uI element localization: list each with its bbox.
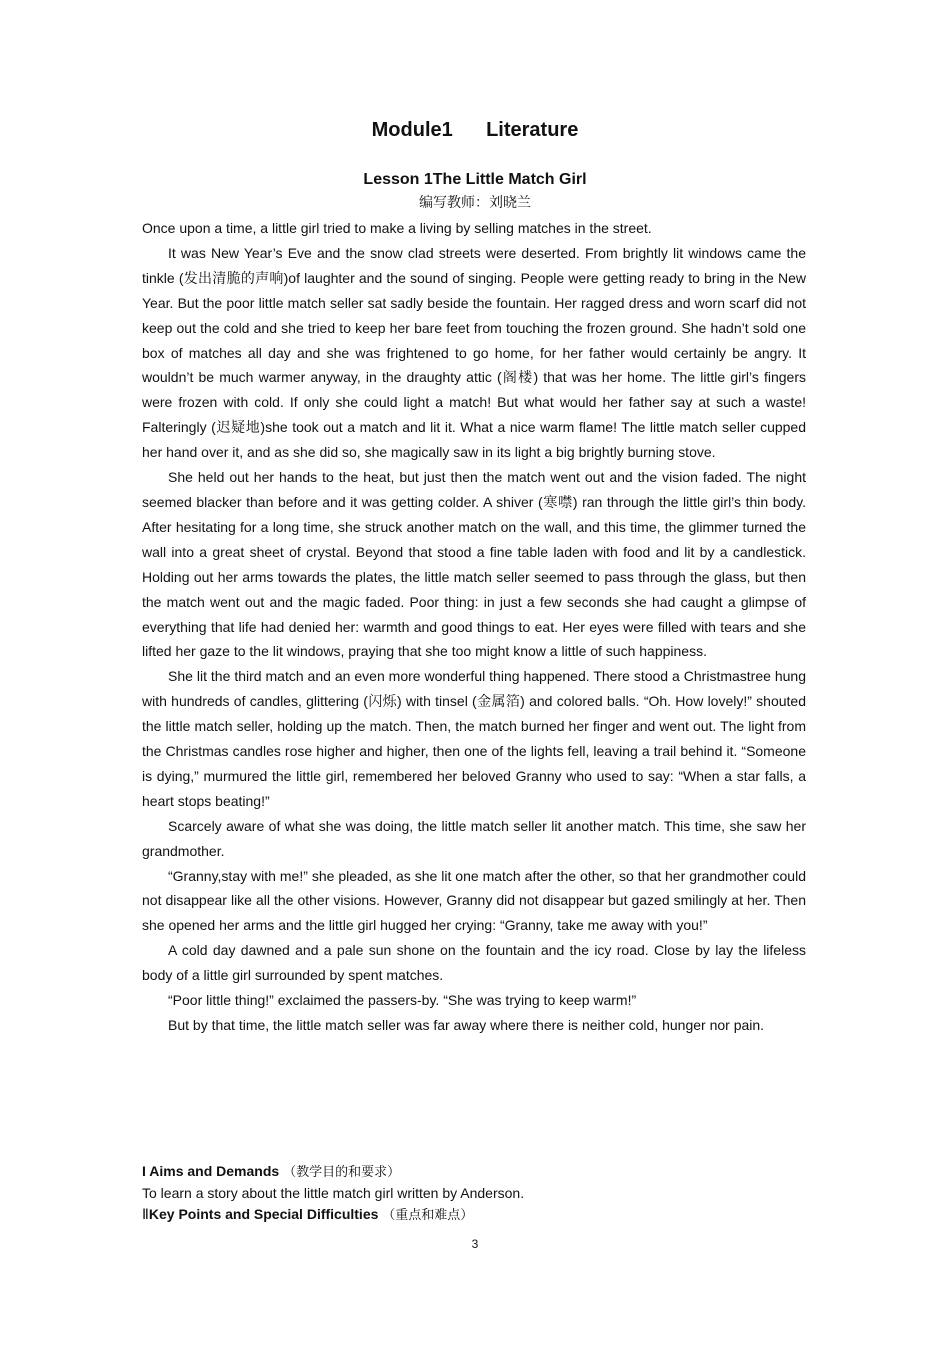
story-paragraph: Scarcely aware of what she was doing, the little match seller lit another match. This time, she saw her grandmother. xyxy=(142,817,806,859)
aims-heading-text: I Aims and Demands xyxy=(142,1163,280,1179)
aims-heading xyxy=(142,1161,822,1183)
story-body xyxy=(142,216,806,1038)
author-line: 编写教师：刘晓兰 xyxy=(419,195,531,211)
story-paragraph: “Granny,stay with me!” she pleaded, as she lit one match after the other, so that her grandmother could not disappear like all the other visions. However, Granny did not disappear but gazed smilingly at her. Then she opened her arms and the little girl hugged her crying: “Granny, take me away with you!” xyxy=(142,867,806,934)
aims-text: To learn a story about the little match girl written by Anderson. xyxy=(142,1185,525,1201)
story-paragraph: She held out her hands to the heat, but just then the match went out and the vision faded. The night seemed blacker than before and it was getting colder. A shiver (寒噤) ran through the little girl’s thin body. After hesitating for a long time, she struck another match on the wall, and this time, the glimmer turned the wall into a great sheet of crystal. Beyond that stood a fine table laden with food and lit by a candlestick. Holding out her arms towards the plates, the little match seller seemed to pass through the glass, but then the match went out and the magic faded. Poor thing: in just a few seconds she had caught a glimpse of everything that life had denied her: warmth and good things to eat. Her eyes were filled with tears and she lifted her gaze to the lit windows, praying that she too might know a little of such happiness. xyxy=(142,469,806,660)
key-points-heading xyxy=(142,1204,822,1226)
story-paragraph: It was New Year’s Eve and the snow clad streets were deserted. From brightly lit windows came the tinkle (发出清脆的声响)of laughter and the sound of singing. People were getting ready to bring in the New Year. But the poor little match seller sat sadly beside the fountain. Her ragged dress and worn scarf did not keep out the cold and she tried to keep her bare feet from touching the frozen ground. She hadn’t sold one box of matches all day and she was frightened to go home, for her father would certainly be angry. It wouldn’t be much warmer anyway, in the draughty attic (阁楼) that was her home. The little girl’s fingers were frozen with cold. If only she could light a match! But what would her father say at such a waste! Falteringly (迟疑地)she took out a match and lit it. What a nice warm flame! The little match seller cupped her hand over it, and as she did so, she magically saw in its light a big brightly burning stove. xyxy=(142,244,806,461)
story-paragraph: A cold day dawned and a pale sun shone on the fountain and the icy road. Close by lay the lifeless body of a little girl surrounded by spent matches. xyxy=(142,942,806,984)
key-points-heading-text: Key Points and Special Difficulties xyxy=(148,1206,379,1222)
key-points-numeral: Ⅱ xyxy=(142,1206,149,1222)
aims-heading-cn: （教学目的和要求） xyxy=(283,1165,401,1180)
lesson-title: Lesson 1The Little Match Girl xyxy=(363,171,587,188)
story-paragraph: Once upon a time, a little girl tried to make a living by selling matches in the street. xyxy=(142,220,652,236)
story-paragraph: But by that time, the little match seller was far away where there is neither cold, hunger nor pain. xyxy=(168,1017,765,1033)
key-points-heading-cn: （重点和难点） xyxy=(382,1208,474,1223)
story-paragraph: “Poor little thing!” exclaimed the passers-by. “She was trying to keep warm!” xyxy=(168,992,637,1009)
page-number: 3 xyxy=(471,1237,479,1251)
module-title: Module1 Literature xyxy=(371,119,579,141)
story-paragraph: She lit the third match and an even more wonderful thing happened. There stood a Christmastree hung with hundreds of candles, glittering (闪烁) with tinsel (金属箔) and colored balls. “Oh. How lovely!” shouted the little match seller, holding up the match. Then, the match burned her finger and went out. The light from the Christmas candles rose higher and higher, then one of the lights fell, leaving a trail behind it. “Someone is dying,” murmured the little girl, remembered her beloved Granny who used to say: “When a star falls, a heart stops beating!” xyxy=(142,668,806,809)
